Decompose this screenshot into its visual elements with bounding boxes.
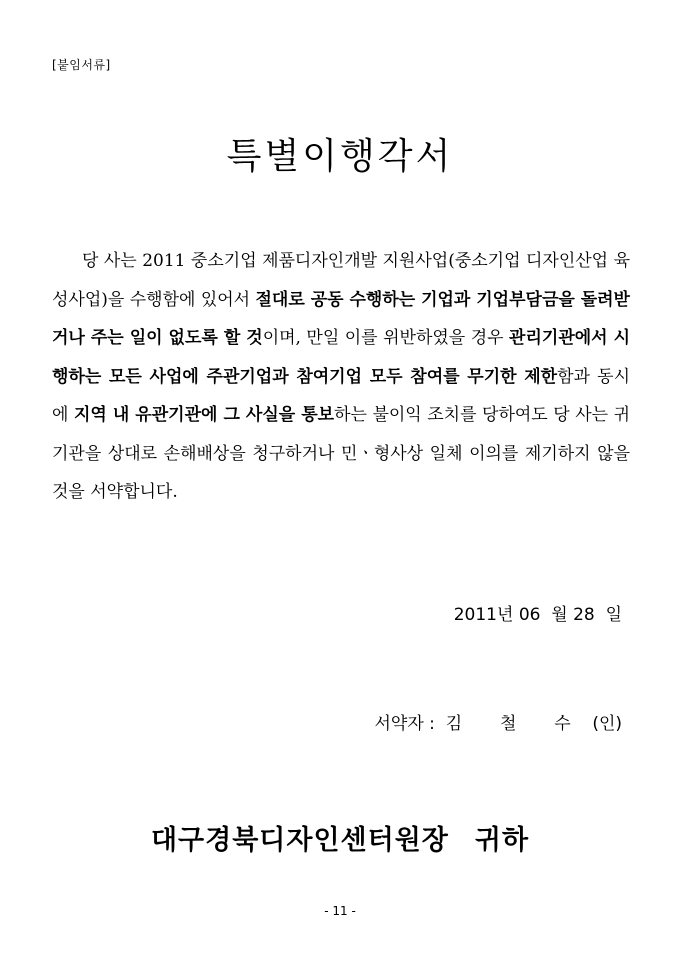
date-day-unit: 일 (605, 605, 622, 625)
page-number: - 11 - (324, 904, 356, 918)
seal-mark: (인) (592, 714, 622, 734)
signer-name-1: 김 (445, 714, 463, 734)
body-text-part-4: 하는 불이익 조치를 당하여도 당 사는 귀 기관을 상대로 손해배상을 청구하거나 민ㆍ형사상 일체 이의를 제기하지 않을 것을 서약합니다. (52, 405, 630, 502)
recipient-line (0, 818, 680, 857)
pledge-body (52, 242, 630, 512)
signature-line (375, 709, 623, 734)
date-month-unit: 월 (551, 605, 568, 625)
recipient-org: 대구경북디자인센터원장 (150, 825, 449, 856)
document-title: 특별이행각서 (226, 136, 454, 177)
date-month: 06 (518, 605, 541, 625)
body-text-part-3: 함과 동시에 (52, 366, 630, 425)
signer-name-3: 수 (554, 714, 571, 734)
body-text-part-2: 이며, 만일 이를 위반하였을 경우 (262, 328, 510, 348)
date-day: 28 (573, 605, 595, 625)
date-year: 2011 (453, 605, 497, 625)
signer-name-2: 철 (499, 714, 517, 734)
recipient-honorific: 귀하 (474, 825, 530, 856)
body-bold-part-1: 절대로 공동 수행하는 기업과 기업부담금을 돌려받거나 주는 일이 없도록 할 것 (52, 289, 630, 348)
body-text-part-1: 당 사는 2011 중소기업 제품디자인개발 지원사업(중소기업 디자인산업 육성사업)을 수행함에 있어서 (52, 251, 630, 310)
body-bold-part-3: 지역 내 유관기관에 그 사실을 통보 (73, 405, 335, 425)
attachment-label: [붙임서류] (52, 58, 111, 72)
signer-label: 서약자 : (374, 714, 435, 734)
body-bold-part-2: 관리기관에서 시행하는 모든 사업에 주관기업과 참여기업 모두 참여를 무기한 제한 (52, 328, 631, 387)
date-year-unit: 년 (496, 605, 514, 625)
date-line (454, 600, 622, 625)
